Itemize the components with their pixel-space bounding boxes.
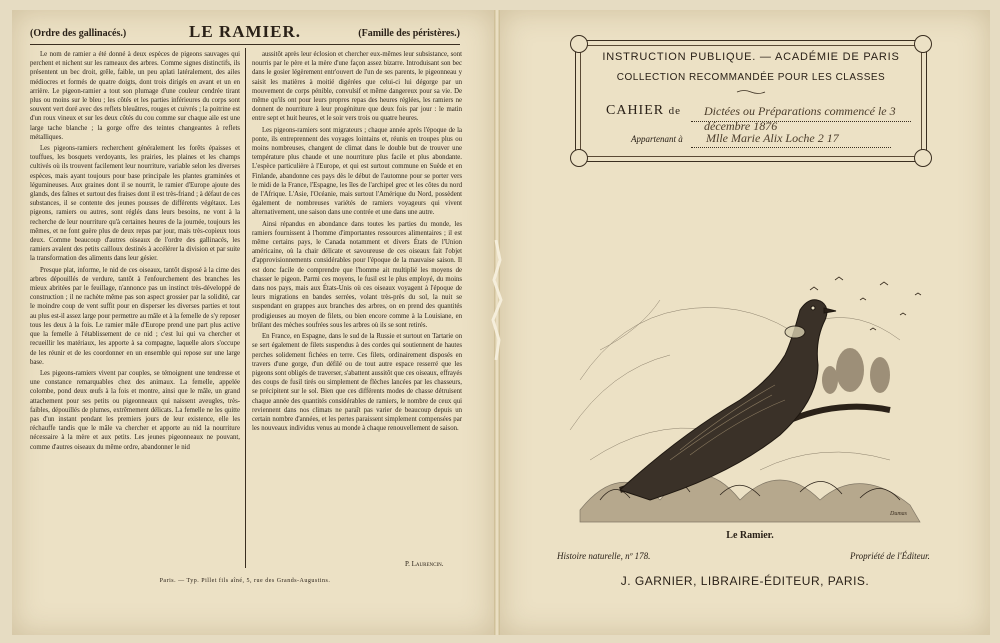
property-notice: Propriété de l'Éditeur.	[850, 551, 930, 561]
order-label: (Ordre des gallinacés.)	[30, 28, 127, 39]
paragraph: Les pigeons-ramiers sont migrateurs ; chaque année après l'époque de la ponte, ils entreprennent des voyages lointains et, réunis en troupes plus ou moins nombreuses, changent de climat dans le double but de trouver une température plus chaude et une nourriture plus facile et plus abondante. L'espèce particulière à l'Europe, et qui est surtout commune en Suède et en Finlande, abandonne ces pays dès le début de l'automne pour se porter vers le midi de la France, l'Espagne, les îles de l'archipel grec et les côtes du nord de l'Afrique. L'Asie, l'Océanie, mais surtout l'Amérique du Nord, possèdent également de nombreuses variétés de ramiers voyageurs qui vivent alternativement, une saison dans une contrée et une dans une autre.	[252, 126, 462, 217]
page-tear	[488, 240, 504, 360]
pigeon-engraving	[560, 260, 940, 530]
flourish-ornament	[736, 89, 766, 95]
paragraph: Ainsi répandus en abondance dans toutes les parties du monde, les ramiers fournissent à l'homme d'importantes ressources alimentaires ; il est même certains pays, le Canada notamment et divers États de l'Union américaine, où la chair délicate et savoureuse de ces oiseaux fait l'objet d'approvisionnements considérables pour l'époque de la mauvaise saison. Il est donc facile de comprendre que l'homme ait multiplié les moyens de chasser le pigeon. Parmi ces moyens, le fusil est le plus employé, du moins dans nos pays, mais aux États-Unis où ces oiseaux voyagent à l'époque de leurs migrations en bandes serrées, volant très-près du sol, la nuit se suspendant en grappes aux branches des arbres, on en prend des quantités prodigieuses au moyen de filets, ou bien encore comme à la Louisiane, en brûlant des mèches soufrées sous les arbres où ils se sont retirés.	[252, 220, 462, 329]
academy-line: INSTRUCTION PUBLIQUE. — ACADÉMIE DE PARIS	[602, 51, 900, 63]
publisher-imprint: J. GARNIER, LIBRAIRE-ÉDITEUR, PARIS.	[620, 574, 870, 588]
illustration-caption: Le Ramier.	[726, 530, 774, 541]
text-column-1	[30, 50, 240, 565]
cahier-word: CAHIER	[606, 103, 665, 118]
handwritten-owner: Mlle Marie Alix Loche 2 17	[706, 131, 839, 145]
distant-trees	[822, 348, 890, 394]
left-header	[30, 22, 460, 44]
collection-line: COLLECTION RECOMMANDÉE POUR LES CLASSES	[616, 72, 886, 83]
handwritten-subject: Dictées ou Préparations commencé le 3 décembre 1876	[704, 104, 896, 133]
title-cartouche	[575, 40, 927, 162]
owner-dotted-line	[691, 147, 891, 148]
text-column-2	[252, 50, 462, 565]
scroll-ornament	[570, 149, 588, 167]
series-number: Histoire naturelle, nº 178.	[557, 551, 651, 561]
pigeon	[620, 300, 836, 500]
flying-birds	[810, 277, 921, 330]
scroll-ornament	[914, 149, 932, 167]
author-signature: P. Laurencin.	[405, 560, 444, 568]
engraver-signature: Dumas	[890, 511, 908, 517]
family-label: (Famille des péristères.)	[358, 28, 460, 39]
column-divider	[245, 48, 246, 568]
cahier-label	[606, 103, 681, 119]
page-title: LE RAMIER.	[188, 22, 301, 41]
printer-imprint: Paris. — Typ. Pillet fils aîné, 5, rue des Grands-Augustins.	[159, 578, 331, 584]
paragraph: Presque plat, informe, le nid de ces oiseaux, tantôt disposé à la cime des arbres dépouillés de verdure, tantôt à l'enfourchement des branches les mieux abritées par le feuillage, n'annonce pas un instinct très-développé de construction ; il ne rachète même pas son aspect grossier par la solidité, car le moindre coup de vent suffit pour en disperser les diverses parties et tout au plus est-il assez large pour permettre au mâle et à la femelle de s'y reposer tous les deux à la fois. Le ramier mâle d'Europe prend une part plus active que la femelle à l'établissement de ce nid ; c'est lui qui va chercher et recueillir les matériaux, les apporte à sa compagne, laquelle alors s'occupe de les réunir et de les coordonner en un ensemble qui repose sur une large base.	[30, 266, 240, 366]
paragraph: Les pigeons-ramiers vivent par couples, se témoignent une tendresse et une constance remarquables chez des animaux. La femelle, appelée colombe, pond deux œufs à la fois et montre, ainsi que le mâle, un grand attachement pour ses petits ou pigeonneaux qui naissent aveugles, très-faibles, dépouillés de plumes, extrêmement délicats. La femelle ne les quitte pas d'un instant pendant les premiers jours de leur existence, elle les réchauffe tandis que le mâle va chercher et apporte au nid la nourriture nécessaire à la mère et aux petits. Les jeunes pigeonneaux ne pouvant, comme d'autres oiseaux du même ordre, abandonner le nid	[30, 369, 240, 451]
paragraph: aussitôt après leur éclosion et chercher eux-mêmes leur subsistance, sont nourris par le père et la mère d'une façon assez bizarre. Introduisant son bec dans le gosier légèrement entr'ouvert de l'un de ses parents, le pigeonneau y saisit les matières à moitié digérées que celui-ci lui dégorge par un mouvement de corps pénible, convulsif et même dangereux pour sa vie. De même qu'ils ont pour leurs propres repas des heures réglées, les ramiers ne donnent de nourriture à leur progéniture que deux fois par jour : le matin entre sept et huit heures, et le soir vers trois ou quatre heures.	[252, 51, 462, 123]
paragraph: Le nom de ramier a été donné à deux espèces de pigeons sauvages qui perchent et nichent sur les rameaux des arbres. Comme signes distinctifs, ils présentent un bec droit, grêle, faible, un peu aplati latéralement, des ailes médiocres et formés de quatre doigts, dont trois dirigés en avant et un en arrière. Le pigeon-ramier a tout son plumage d'une couleur cendrée tirant plus ou moins sur le bleu ; les côtés et les parties inférieures du corps sont souvent vert doré avec des reflets bleuâtres, rouges et cuivrés ; la poitrine est d'un roux vineux et sur les deux côtés du cou comme sur chaque aile est une large tache blanche ; la gorge offre des teintes changeantes à reflets métalliques.	[30, 51, 240, 141]
paragraph: En France, en Espagne, dans le sud de la Russie et surtout en Tartarie on se sert également de filets suspendus à des cordes qui soutiennent de hautes perches solidement fichées en terre. Ces filets, ordinairement disposés en travers d'une gorge, d'un défilé ou de tout autre espace resserré que les pigeons sont obligés de traverser, s'abattent aussitôt que ces oiseaux, effrayés des coups de fusil tirés ou simplement de flèches lancées par les chasseurs, se précipitent sur le sol. Bien que ces différents modes de chasse détruisent chaque année des quantités considérables de ramiers, le nombre de ceux qui reviennent dans nos climats ne paraît pas varier de beaucoup depuis un certain nombre d'années, et les pertes paraissent simplement compensées par les nouveaux individus venus au monde à chaque renouvellement de saison.	[252, 333, 462, 433]
paragraph: Les pigeons-ramiers recherchent généralement les forêts épaisses et touffues, les bosquets verdoyants, les prairies, les plaines et les champs cultivés où ils trouvent facilement leur nourriture, variable selon les diverses espèces, mais ayant toujours pour base principale les plantes graminées et légumineuses. Aux graines dont il se nourrit, le ramier d'Europe ajoute des glands, des faînes et surtout des fraises dont il est très-friand ; à défaut de ces substances, il se contente des jeunes pousses de différents végétaux. Les pigeons, ramiers ou autres, sont réglés dans leurs besoins, ne vont à la recherche de leur nourriture qu'à certaines heures de la journée, toujours les mêmes, et ne font guère plus de deux repas par jour, mais très-copieux tous deux. Comme beaucoup d'autres oiseaux de l'ordre des gallinacés, les ramiers avalent des petits cailloux destinés à accélérer la division et par suite la transformation des aliments dans leur gésier.	[30, 145, 240, 263]
cahier-de: de	[668, 105, 682, 117]
header-rule	[30, 44, 460, 45]
appartenant-label: Appartenant à	[631, 134, 683, 144]
